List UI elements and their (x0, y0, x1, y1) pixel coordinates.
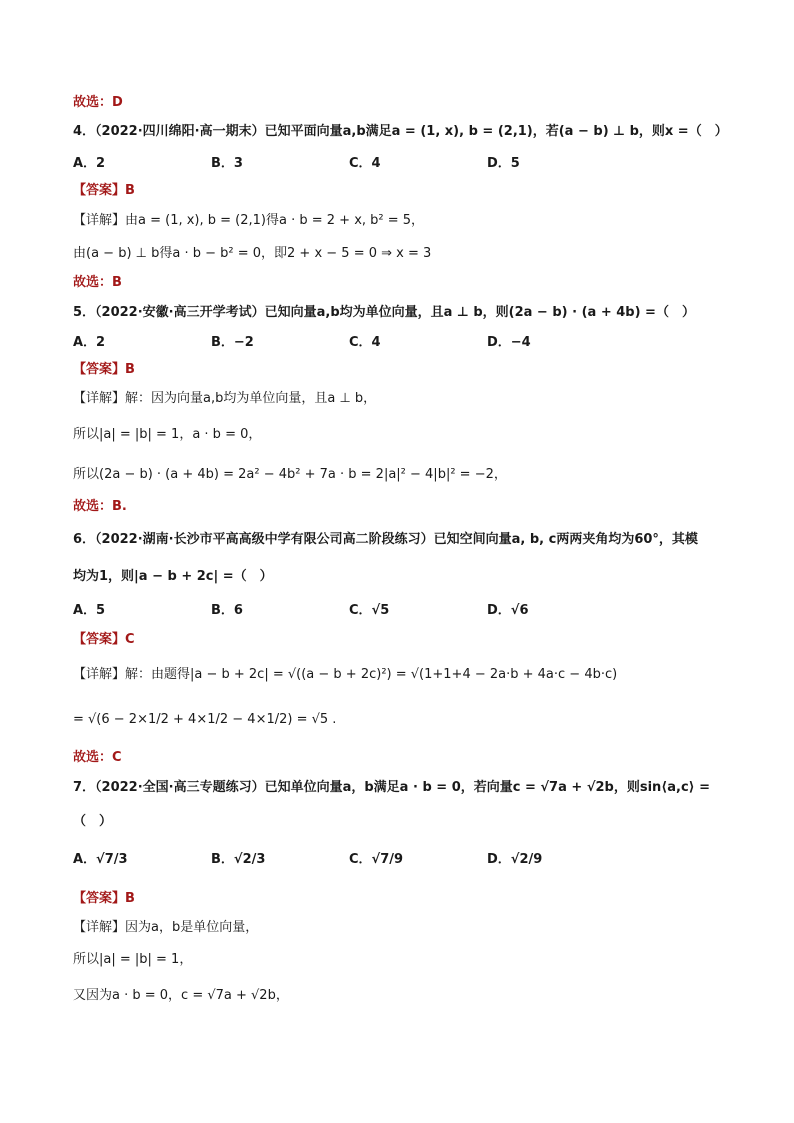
q6-option-b: B．6 (211, 603, 243, 618)
q4-select: 故选：B (73, 275, 122, 290)
question-6-line-2: 均为1，则|a − b + 2c| =（ ） (73, 569, 273, 584)
q6-detail-1: 【详解】解：由题得|a − b + 2c| = √((a − b + 2c)²) = √(1+1+4 − 2a·b + 4a·c − 4b·c) (73, 667, 618, 682)
question-4: 4．（2022·四川绵阳·高一期末）已知平面向量a,b满足a = (1, x), b = (2,1)，若(a − b) ⊥ b，则x =（ ） (73, 124, 728, 139)
q5-detail-1: 【详解】解：因为向量a,b均为单位向量，且a ⊥ b， (73, 391, 377, 406)
q5-select: 故选：B. (73, 499, 127, 514)
q6-answer: 【答案】C (73, 632, 135, 647)
q7-option-a: A．√7/3 (73, 852, 128, 867)
q5-answer: 【答案】B (73, 362, 135, 377)
q6-select: 故选：C (73, 750, 122, 765)
q7-answer: 【答案】B (73, 891, 135, 906)
question-7-line-1: 7．（2022·全国·高三专题练习）已知单位向量a，b满足a · b = 0，若向量c = √7a + √2b，则sin⟨a,c⟩ = (73, 780, 711, 795)
q7-option-d: D．√2/9 (487, 852, 543, 867)
q7-detail-2: 所以|a| = |b| = 1， (73, 952, 193, 967)
question-5: 5．（2022·安徽·高三开学考试）已知向量a,b均为单位向量，且a ⊥ b，则(2a − b) · (a + 4b) =（ ） (73, 305, 695, 320)
q7-detail-1: 【详解】因为a，b是单位向量， (73, 920, 259, 935)
q4-answer: 【答案】B (73, 183, 135, 198)
question-7-line-2: （ ） (73, 814, 113, 829)
q5-detail-3: 所以(2a − b) · (a + 4b) = 2a² − 4b² + 7a · b = 2|a|² − 4|b|² = −2， (73, 467, 507, 482)
q4-option-b: B．3 (211, 156, 243, 171)
q5-option-a: A．2 (73, 335, 106, 350)
q4-detail-1: 【详解】由a = (1, x), b = (2,1)得a · b = 2 + x, b² = 5， (73, 213, 425, 228)
q7-detail-3: 又因为a · b = 0，c = √7a + √2b， (73, 988, 289, 1003)
answer-select-q3: 故选：D (73, 95, 123, 110)
q4-option-c: C．4 (349, 156, 381, 171)
q6-option-c: C．√5 (349, 603, 390, 618)
q5-option-d: D．−4 (487, 335, 531, 350)
q6-option-a: A．5 (73, 603, 106, 618)
q6-detail-2: = √(6 − 2×1/2 + 4×1/2 − 4×1/2) = √5 . (73, 712, 337, 727)
q4-option-d: D．5 (487, 156, 520, 171)
q7-option-b: B．√2/3 (211, 852, 266, 867)
q5-option-c: C．4 (349, 335, 381, 350)
q7-option-c: C．√7/9 (349, 852, 404, 867)
q5-option-b: B．−2 (211, 335, 254, 350)
question-6-line-1: 6．（2022·湖南·长沙市平高高级中学有限公司高二阶段练习）已知空间向量a, b, c两两夹角均为60°，其模 (73, 532, 698, 547)
q4-detail-2: 由(a − b) ⊥ b得a · b − b² = 0，即2 + x − 5 = 0 ⇒ x = 3 (73, 246, 432, 261)
q6-option-d: D．√6 (487, 603, 529, 618)
q4-option-a: A．2 (73, 156, 106, 171)
q5-detail-2: 所以|a| = |b| = 1，a · b = 0， (73, 427, 262, 442)
